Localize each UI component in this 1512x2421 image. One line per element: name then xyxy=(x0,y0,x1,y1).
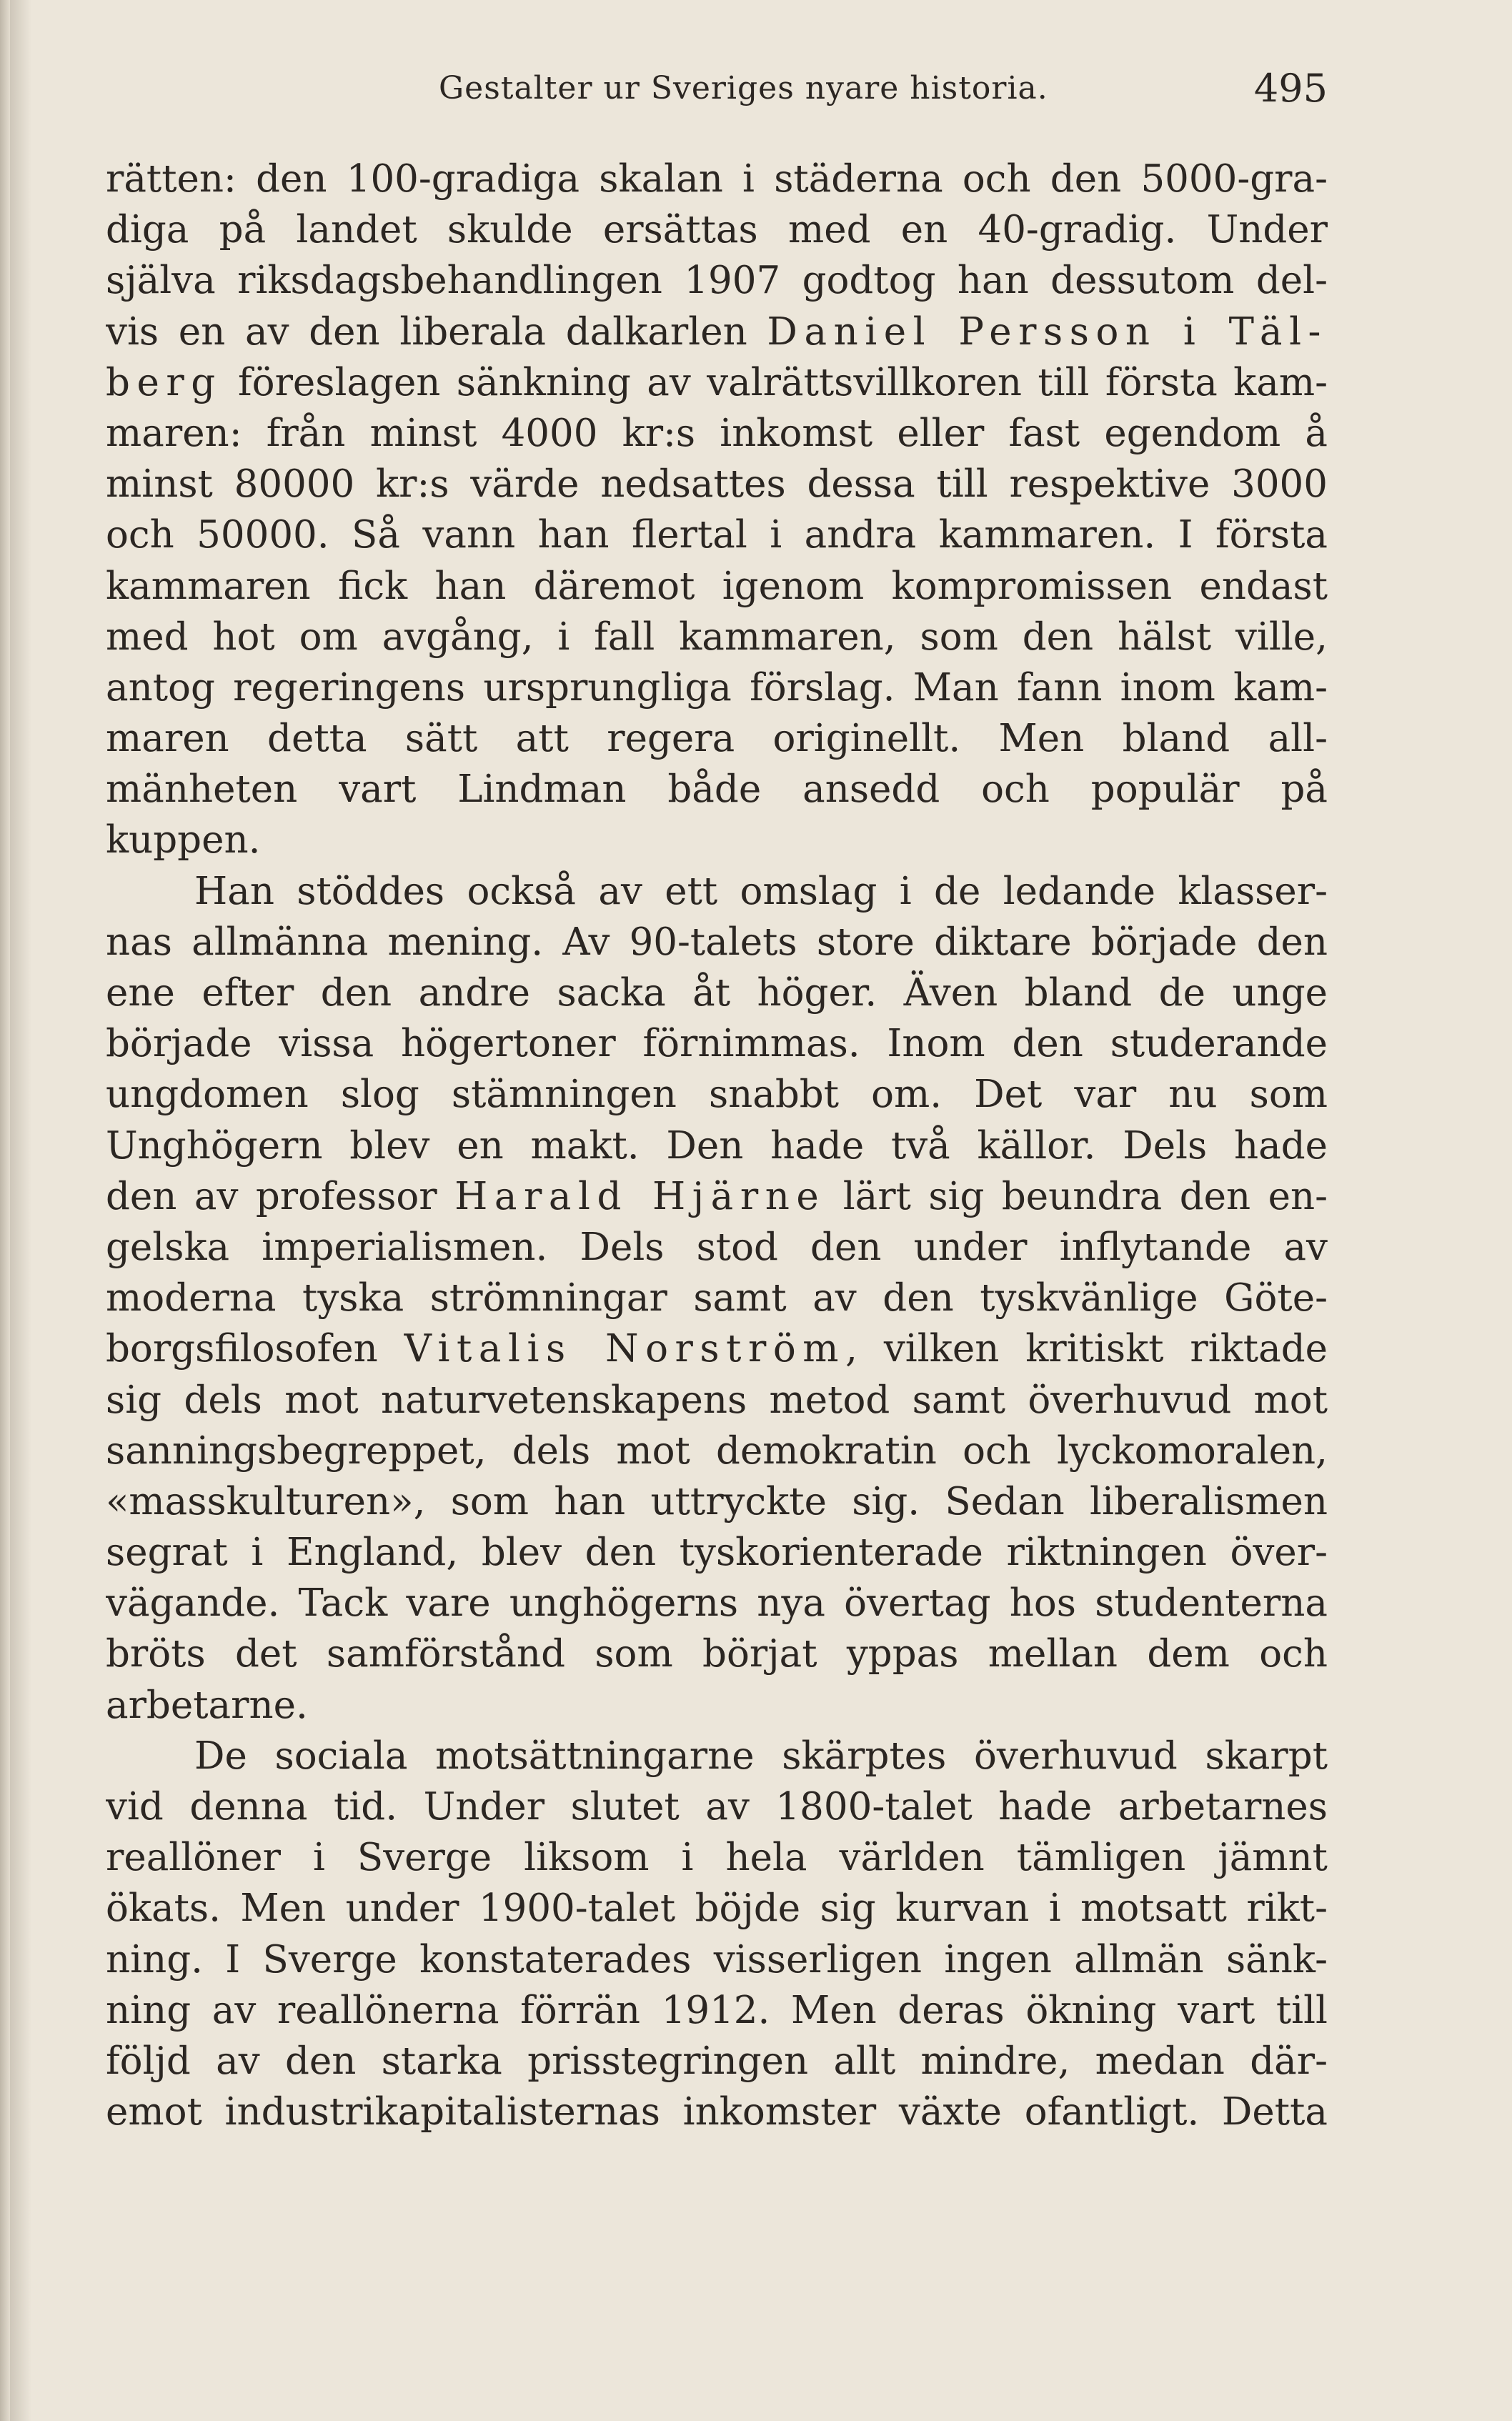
body-text xyxy=(106,154,1328,2137)
text-segment: vis en av den liberala dalkarlen xyxy=(106,309,767,354)
text-line xyxy=(106,1323,1328,1374)
text-line: ungdomen slog stämningen snabbt om. Det var nu som xyxy=(106,1073,1328,1117)
text-line: vägande. Tack vare unghögerns nya övertag hos studenterna xyxy=(106,1581,1328,1626)
text-line: med hot om avgång, i fall kammaren, som den hälst ville, xyxy=(106,615,1328,659)
text-line: minst 80000 kr:s värde nedsattes dessa till respektive 3000 xyxy=(106,462,1328,507)
text-line: mänheten vart Lindman både ansedd och populär på xyxy=(106,767,1328,812)
text-line: vid denna tid. Under slutet av 1800-talet hade arbetarnes xyxy=(106,1785,1328,1829)
text-line: Unghögern blev en makt. Den hade två källor. Dels hade xyxy=(106,1123,1328,1168)
person-name-daniel-persson: Daniel Persson i Täl- xyxy=(767,309,1328,354)
text-segment: , vilken kritiskt riktade xyxy=(845,1327,1328,1371)
text-line: rätten: den 100-gradiga skalan i städerna och den 5000-gra- xyxy=(106,157,1328,201)
text-line: kuppen. xyxy=(106,818,261,862)
text-segment: föreslagen sänkning av valrättsvillkoren till första kam- xyxy=(222,360,1328,404)
text-line: ning. I Sverge konstaterades visserligen ingen allmän sänk- xyxy=(106,1937,1328,1982)
text-line: arbetarne. xyxy=(106,1683,308,1727)
text-segment: lärt sig beundra den en- xyxy=(825,1174,1328,1218)
text-line: ning av reallönerna förrän 1912. Men deras ökning vart till xyxy=(106,1988,1328,2032)
page-gutter-shadow xyxy=(10,0,31,2421)
text-line: antog regeringens ursprungliga förslag. Man fann inom kam- xyxy=(106,665,1328,710)
text-line: De sociala motsättningarne skärptes överhuvud skarpt xyxy=(194,1734,1328,1778)
running-title: Gestalter ur Sveriges nyare historia. xyxy=(439,70,1048,106)
text-line: maren: från minst 4000 kr:s inkomst eller fast egendom å xyxy=(106,411,1328,455)
text-line xyxy=(106,1171,1328,1222)
text-line: reallöner i Sverge liksom i hela världen tämligen jämnt xyxy=(106,1836,1328,1880)
text-segment: borgsfilosofen xyxy=(106,1327,404,1371)
text-line: sig dels mot naturvetenskapens metod samt överhuvud mot xyxy=(106,1378,1328,1422)
text-line: följd av den starka prisstegringen allt mindre, medan där- xyxy=(106,2039,1328,2083)
running-header xyxy=(106,66,1328,116)
page-binding-edge xyxy=(0,0,10,2421)
text-line: började vissa högertoner förnimmas. Inom den studerande xyxy=(106,1022,1328,1066)
text-line xyxy=(106,307,1328,357)
text-line: diga på landet skulde ersättas med en 40-gradig. Under xyxy=(106,208,1328,252)
text-line: bröts det samförstånd som börjat yppas mellan dem och xyxy=(106,1632,1328,1676)
text-line: och 50000. Så vann han flertal i andra kammaren. I första xyxy=(106,513,1328,557)
text-line: moderna tyska strömningar samt av den tyskvänlige Göte- xyxy=(106,1276,1328,1321)
person-name-harald-hjarne: Harald Hjärne xyxy=(454,1174,826,1218)
text-line: sanningsbegreppet, dels mot demokratin och lyckomoralen, xyxy=(106,1428,1328,1473)
text-line: emot industrikapitalisternas inkomster växte ofantligt. Detta xyxy=(106,2090,1328,2134)
place-name-talberg: berg xyxy=(106,360,222,404)
text-line: kammaren fick han däremot igenom kompromissen endast xyxy=(106,564,1328,608)
page-number: 495 xyxy=(1253,66,1328,111)
text-line xyxy=(106,357,1328,408)
text-segment: den av professor xyxy=(106,1174,455,1218)
text-line: maren detta sätt att regera originellt. Men bland all- xyxy=(106,717,1328,761)
text-line: segrat i England, blev den tyskorienterade riktningen över- xyxy=(106,1531,1328,1575)
text-line: själva riksdagsbehandlingen 1907 godtog han dessutom del- xyxy=(106,259,1328,303)
text-line: Han stöddes också av ett omslag i de ledande klasser- xyxy=(194,869,1328,913)
text-line: gelska imperialismen. Dels stod den under inflytande av xyxy=(106,1225,1328,1269)
text-line: «masskulturen», som han uttryckte sig. Sedan liberalismen xyxy=(106,1479,1328,1523)
person-name-vitalis-norstrom: Vitalis Norström xyxy=(404,1327,846,1371)
text-line: ökats. Men under 1900-talet böjde sig kurvan i motsatt rikt- xyxy=(106,1886,1328,1931)
text-line: ene efter den andre sacka åt höger. Även bland de unge xyxy=(106,971,1328,1015)
text-line: nas allmänna mening. Av 90-talets store diktare började den xyxy=(106,920,1328,964)
